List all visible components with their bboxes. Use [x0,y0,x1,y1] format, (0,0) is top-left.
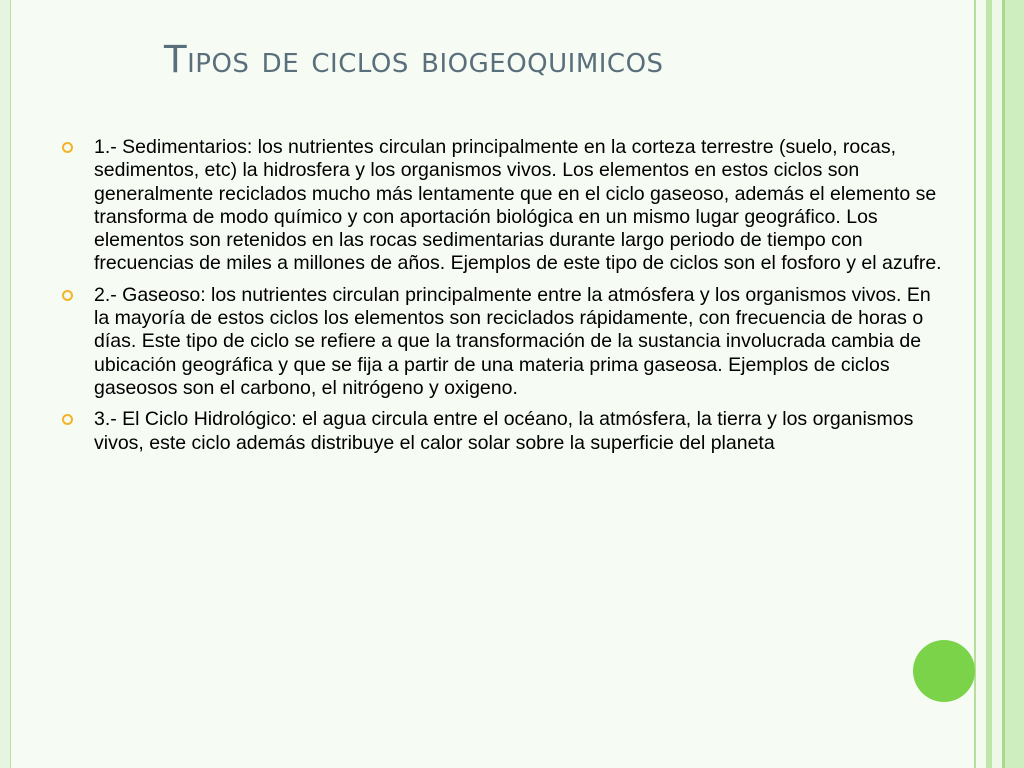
stripe [1005,0,1024,768]
bullet-list [62,136,942,463]
left-border [0,0,11,768]
green-circle-icon [913,640,975,702]
right-decorative-stripes [974,0,1024,768]
list-item [62,284,942,400]
stripe [992,0,1002,768]
ring-bullet-icon [62,142,73,153]
ring-bullet-icon [62,290,73,301]
slide-title: Tipos de ciclos biogeoquimicos [164,38,664,81]
list-item-text: 1.- Sedimentarios: los nutrientes circulan principalmente en la corteza terrestre (suelo, rocas, sedimentos, etc) la hidrosfera y los organismos vivos. Los elementos en estos ciclos son generalmente reciclados mucho más lentamente que en el ciclo gaseoso, además el elemento se transforma de modo químico y con aportación biológica en un mismo lugar geográfico. Los elementos son retenidos en las rocas sedimentarias durante largo periodo de tiempo con frecuencias de miles a millones de años. Ejemplos de este tipo de ciclos son el fosforo y el azufre. [94,136,942,275]
stripe [976,0,986,768]
list-item-text: 3.- El Ciclo Hidrológico: el agua circula entre el océano, la atmósfera, la tierra y los organismos vivos, este ciclo además distribuye el calor solar sobre la superficie del planeta [94,408,914,454]
list-item-text: 2.- Gaseoso: los nutrientes circulan principalmente entre la atmósfera y los organismos vivos. En la mayoría de estos ciclos los elementos son reciclados rápidamente, con frecuencia de horas o días. Este tipo de ciclo se refiere a que la transformación de la sustancia involucrada cambia de ubicación geográfica y que se fija a partir de una materia prima gaseosa. Ejemplos de ciclos gaseosos son el carbono, el nitrógeno y oxigeno. [94,283,931,399]
list-item [62,136,942,276]
list-item [62,408,942,455]
ring-bullet-icon [62,414,73,425]
